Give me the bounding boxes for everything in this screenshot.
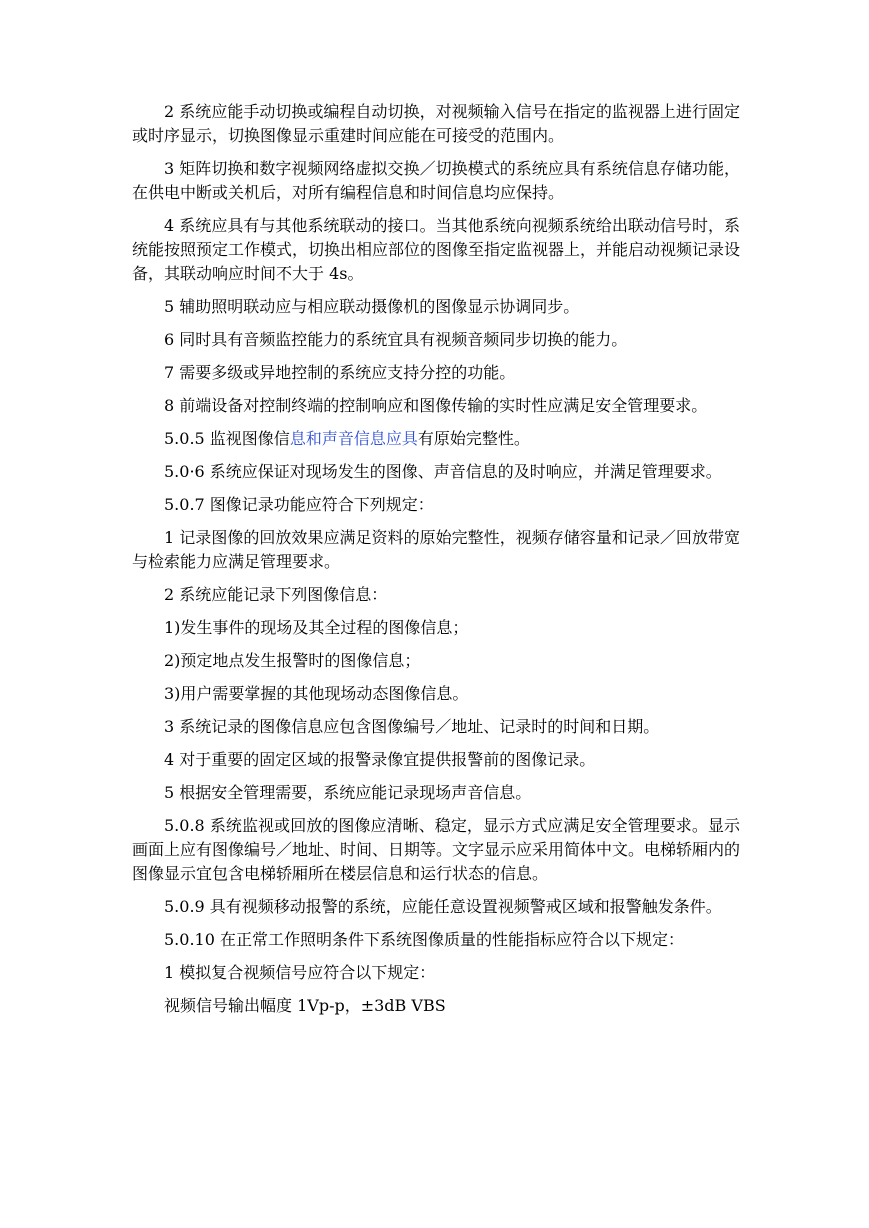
- list-item-user-dynamic: 3)用户需要掌握的其他现场动态图像信息。: [164, 684, 469, 703]
- p505-text-before: 5.0.5 监视图像信: [164, 429, 290, 448]
- paragraph-5-lighting: 5 辅助照明联动应与相应联动摄像机的图像显示协调同步。: [164, 297, 580, 316]
- paragraph-507-5-sound: 5 根据安全管理需要，系统应能记录现场声音信息。: [164, 783, 532, 802]
- paragraph-6-audio: 6 同时具有音频监控能力的系统宜具有视频音频同步切换的能力。: [164, 330, 628, 349]
- paragraph-5010-1-analog: 1 模拟复合视频信号应符合以下规定：: [164, 963, 436, 982]
- paragraph-507-3-metadata: 3 系统记录的图像信息应包含图像编号／地址、记录时的时间和日期。: [164, 717, 660, 736]
- paragraph-509-motion-alarm: 5.0.9 具有视频移动报警的系统，应能任意设置视频警戒区域和报警触发条件。: [164, 897, 722, 916]
- paragraph-508-display: 5.0.8 系统监视或回放的图像应清晰、稳定，显示方式应满足安全管理要求。显示画面上应有图像编号／地址、时间、日期等。文字显示应采用简体中文。电梯轿厢内的图像显示宜包含电梯轿厢所在楼层信息和运行状态的信息。: [132, 816, 741, 883]
- paragraph-8-realtime: 8 前端设备对控制终端的控制响应和图像传输的实时性应满足安全管理要求。: [164, 396, 708, 415]
- list-item-event-scene: 1)发生事件的现场及其全过程的图像信息；: [164, 618, 469, 637]
- paragraph-signal-amplitude: 视频信号输出幅度 1Vp-p，±3dB VBS: [164, 996, 446, 1015]
- paragraph-3-matrix: 3 矩阵切换和数字视频网络虚拟交换／切换模式的系统应具有系统信息存储功能，在供电中断或关机后，对所有编程信息和时间信息均应保持。: [132, 159, 740, 202]
- paragraph-507-4-pre-alarm: 4 对于重要的固定区域的报警录像宜提供报警前的图像记录。: [164, 750, 596, 769]
- document-body: [132, 100, 740, 1027]
- p505-text-after: 有原始完整性。: [417, 429, 530, 448]
- paragraph-7-control: 7 需要多级或异地控制的系统应支持分控的功能。: [164, 363, 516, 382]
- paragraph-507-1-playback: 1 记录图像的回放效果应满足资料的原始完整性，视频存储容量和记录／回放带宽与检索能力应满足管理要求。: [132, 528, 740, 571]
- paragraph-507-heading: 5.0.7 图像记录功能应符合下列规定：: [164, 495, 434, 514]
- paragraph-506-response: 5.0·6 系统应保证对现场发生的图像、声音信息的及时响应，并满足管理要求。: [164, 462, 722, 481]
- paragraph-2-switching: 2 系统应能手动切换或编程自动切换，对视频输入信号在指定的监视器上进行固定或时序显示，切换图像显示重建时间应能在可接受的范围内。: [132, 102, 740, 145]
- paragraph-5010-quality: 5.0.10 在正常工作照明条件下系统图像质量的性能指标应符合以下规定：: [164, 930, 684, 949]
- list-item-alarm-location: 2)预定地点发生报警时的图像信息；: [164, 651, 421, 670]
- paragraph-4-interface: 4 系统应具有与其他系统联动的接口。当其他系统向视频系统给出联动信号时，系统能按照预定工作模式，切换出相应部位的图像至指定监视器上，并能启动视频记录设备，其联动响应时间不大于 4s。: [132, 216, 741, 283]
- paragraph-505-integrity: [132, 427, 740, 451]
- paragraph-507-2-record-list: 2 系统应能记录下列图像信息：: [164, 585, 388, 604]
- p505-highlighted-text: 息和声音信息应具: [289, 429, 418, 448]
